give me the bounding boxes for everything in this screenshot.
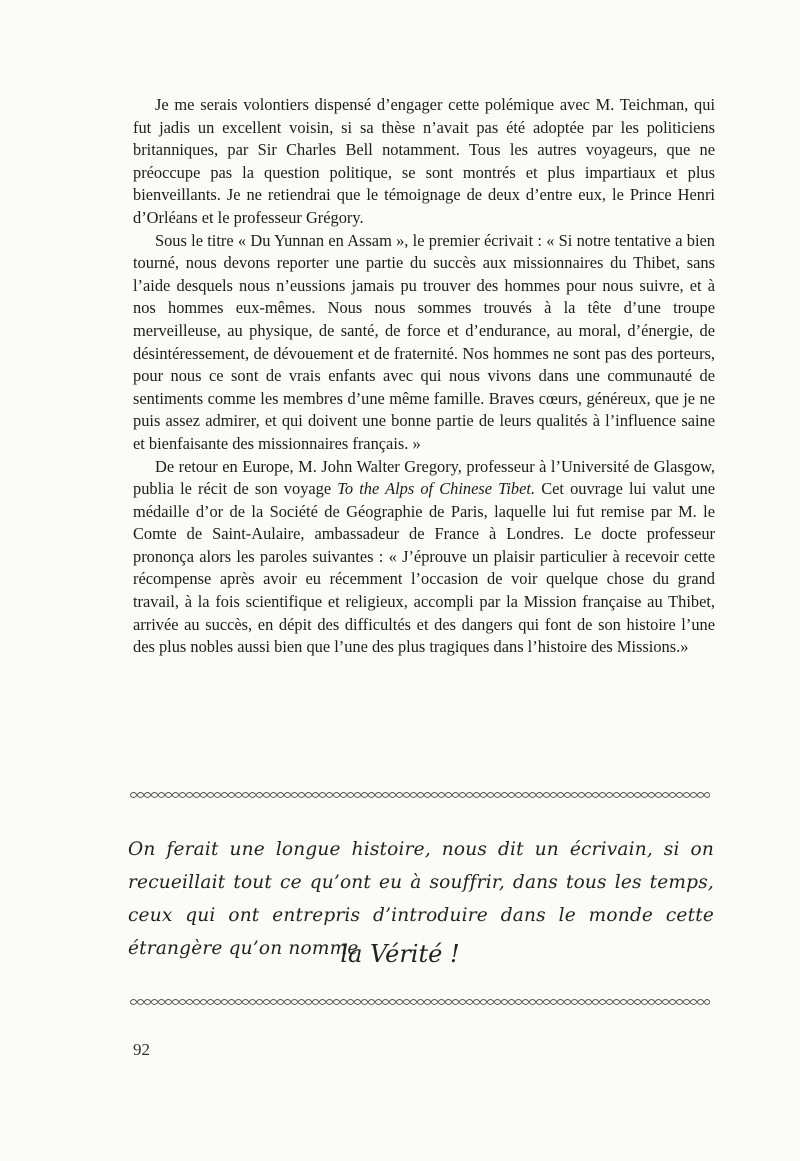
epigraph-text: On ferait une longue histoire, nous dit un écrivain, si on recueillait tout ce qu’ont eu à souffrir, dans tous les temps, ceux qui ont entrepris d’introduire dans le monde cette étrangère qu’on nomme: [128, 839, 714, 959]
wave-ornament: [130, 1000, 710, 1005]
paragraph-teichman: Je me serais volontiers dispensé d’engager cette polémique avec M. Teichman, qui fut jadis un excellent voisin, si sa thèse n’avait pas été adoptée par les politiciens britanniques, par Sir Charles Bell notamment. Tous les autres voyageurs, que ne préoccupe pas la question politique, se sont montrés et plus impartiaux et plus bienveillants. Je ne retiendrai que le témoignage de deux d’entre eux, le Prince Henri d’Orléans et le professeur Grégory.: [133, 95, 715, 227]
paragraph-gregory-after: Cet ouvrage lui valut une médaille d’or de la Société de Géographie de Paris, laquelle lui fut remise par M. le Comte de Saint-Aulaire, ambassadeur de France à Londres. Le docte professeur prononça alors les paroles suivantes : « J’éprouve un plaisir particulier à recevoir cette récompense après avoir eu récemment l’occasion de voir quelque chose du grand travail, à la fois scientifique et religieux, accompli par la Mission française au Thibet, arrivée au succès, en dépit des difficultés et des dangers qui font de son histoire l’une des plus nobles aussi bien que l’une des plus tragiques dans l’histoire des Missions.»: [133, 479, 716, 657]
paragraph-orleans: Sous le titre « Du Yunnan en Assam », le premier écrivait : « Si notre tentative a bien tourné, nous devons reporter une partie du succès aux missionnaires du Thibet, sans l’aide desquels nous n’eussions jamais pu trouver des hommes pour nous suivre, et à nos hommes eux-mêmes. Nous nous sommes trouvés à la tête d’une troupe merveilleuse, au physique, de santé, de force et d’endurance, au moral, d’énergie, de désintéressement, de dévouement et de fraternité. Nos hommes ne sont pas des porteurs, pour nous ce sont de vrais enfants avec qui nous vivons dans une communauté de sentiments comme les membres d’une même famille. Braves cœurs, généreux, que je ne puis assez admirer, et qui doivent une bonne partie de leurs qualités à l’influence saine et bienfaisante des missionnaires français. »: [133, 230, 715, 453]
page-number: 92: [133, 1040, 150, 1059]
paragraph-gregory-before: De retour en Europe, M. John Walter Gregory, professeur à l’Université de Glasgow, publia le récit de son voyage: [133, 456, 715, 499]
ornamental-rule-bottom: [130, 997, 710, 1007]
wave-ornament: [130, 793, 710, 798]
book-title: To the Alps of Chinese Tibet.: [337, 479, 536, 499]
paragraph-gregory: [133, 456, 715, 659]
main-text: [133, 94, 715, 659]
ornamental-rule-top: [130, 790, 710, 800]
epigraph-closing: la Vérité !: [340, 940, 460, 968]
